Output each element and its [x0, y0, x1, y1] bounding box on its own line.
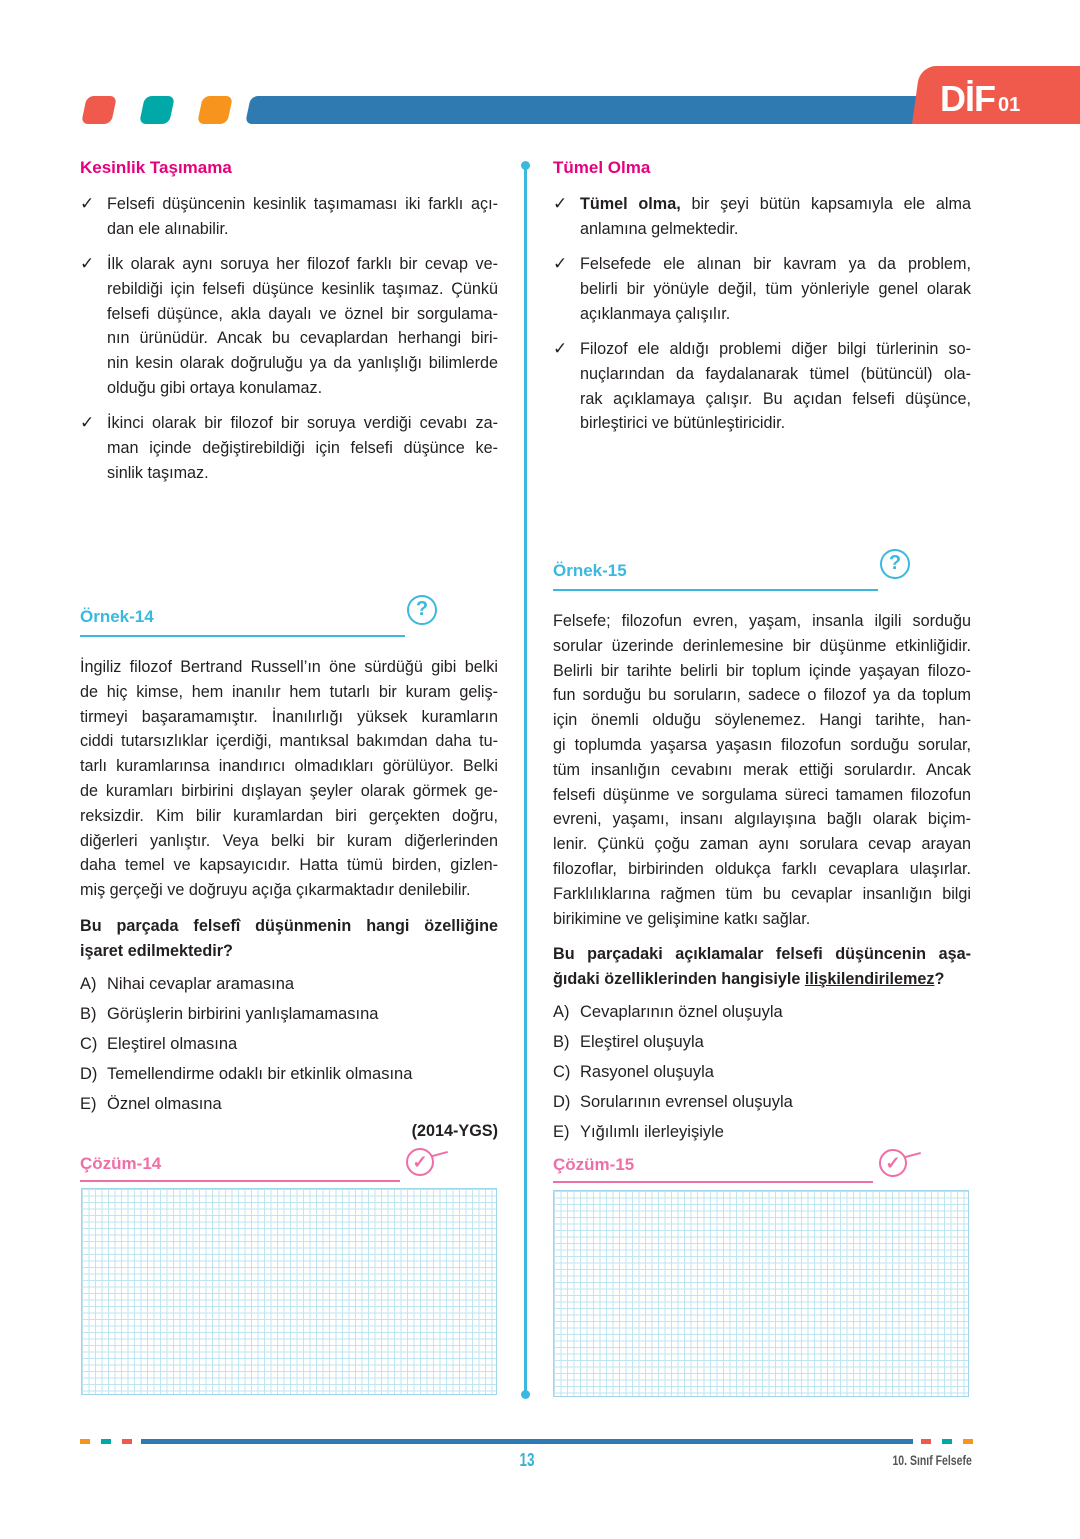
text-line — [580, 252, 971, 277]
logo-main: DİF — [940, 78, 995, 119]
bullet-line-text: belirli bir yönüyle değil, tüm yönleriyle genel olarak — [580, 279, 971, 298]
example-14-options — [80, 969, 498, 1119]
solution-14-grid[interactable] — [81, 1188, 497, 1395]
bullet-line-text: İlk olarak aynı soruya her filozof farklı bir cevap ve- — [107, 255, 498, 274]
checkmark-icon: ✓ — [80, 194, 95, 213]
option-text: Temellendirme odaklı bir etkinlik olmasına — [107, 1064, 413, 1083]
checkmark-icon: ✓ — [553, 254, 568, 274]
text-line — [580, 302, 971, 327]
answer-option-e[interactable] — [80, 1089, 498, 1119]
bullet-text — [580, 252, 971, 326]
text-line: tüm insanlığın cevabını merak ettiği sorulardır. Ancak — [553, 760, 971, 779]
bullet-item — [80, 192, 498, 242]
text-line — [580, 337, 971, 362]
example-15-body — [553, 609, 971, 1147]
option-text: Nihai cevaplar aramasına — [107, 974, 295, 993]
example-14-question — [80, 914, 498, 964]
right-bullet-list — [553, 192, 971, 447]
divider-dot-top — [521, 161, 530, 170]
text-line: de kuramları birbirini dışlayan şeyler olarak görmek ge- — [80, 781, 498, 800]
text-line — [107, 192, 498, 217]
example-14-text — [80, 655, 498, 903]
answer-option-e[interactable] — [553, 1117, 971, 1147]
logo — [940, 78, 1020, 120]
answer-option-c[interactable] — [80, 1029, 498, 1059]
footer-bar — [141, 1439, 913, 1444]
text-line: miş gerçeği ve doğruyu açığa çıkarmaktadır denilebilir. — [80, 881, 471, 900]
footer-dash — [122, 1439, 132, 1444]
example-15-text — [553, 609, 971, 931]
solution-15-header — [553, 1153, 901, 1183]
example-15-options — [553, 997, 971, 1147]
bullet-line-text: birleştirici ve bütünleştiricidir. — [580, 414, 786, 433]
bullet-line-text: olduğu gibi ortaya konulamaz. — [107, 379, 323, 398]
text-line — [107, 302, 498, 327]
question-line — [553, 967, 971, 992]
text-line: lenir. Çünkü çoğu zaman aynı sorulara cevap arayan — [553, 835, 971, 854]
text-line: ciddi tutarsızlıklar içerdiği, mantıksal bakımdan daha tu- — [80, 732, 498, 751]
option-text: Sorularının evrensel oluşuyla — [580, 1092, 793, 1111]
text-line — [107, 461, 498, 486]
footer-dash — [942, 1439, 952, 1444]
option-letter: C) — [553, 1062, 571, 1081]
answer-option-b[interactable] — [80, 999, 498, 1029]
logo-number: 01 — [998, 94, 1021, 116]
bullet-line-text: rak açıklamaya çalışır. Bu açıdan felsefi düşünce, — [580, 389, 971, 408]
example-14-source: (2014-YGS) — [411, 1121, 498, 1140]
answer-option-a[interactable] — [553, 997, 971, 1027]
text-line — [580, 217, 971, 242]
example-15-question — [553, 942, 971, 992]
text-line: diğerleri yanlıştır. Veya belki bir kuram diğerlerinden — [80, 831, 498, 850]
bullet-line-text: açıklanmaya çalışılır. — [580, 304, 731, 323]
option-text: Öznel olmasına — [107, 1094, 222, 1113]
checkmark-circle-icon: ✓ — [406, 1148, 434, 1176]
section-title-kesinlik: Kesinlik Taşımama — [80, 158, 232, 177]
bullet-line-text: felsefi düşünce, akla dayalı ve öznel bir sorgulama- — [107, 304, 498, 323]
bullet-line-text: Felsefi düşüncenin kesinlik taşımaması iki farklı açı- — [107, 195, 498, 213]
text-line: tarlı kuramlarınsa inandırıcı olmadıkları görülüyor. Belki — [80, 757, 498, 776]
checkmark-circle-icon: ✓ — [879, 1149, 907, 1177]
bullet-line-text: nın ürünüdür. Ancak bu cevaplardan herhangi biri- — [107, 329, 498, 348]
example-14-header — [80, 598, 429, 637]
text-line: filozoflar, birbirinden oldukça farklı cevaplara ulaşırlar. — [553, 859, 971, 878]
checkmark-icon: ✓ — [80, 254, 95, 274]
red-tab-decoration — [81, 96, 117, 124]
bullet-line-text: rebildiği için felsefi düşünce kesinlik taşımaz. Çünkü — [107, 279, 498, 298]
option-text: Yığılımlı ilerleyişiyle — [580, 1122, 724, 1141]
bullet-text — [580, 192, 971, 242]
bullet-line-text: man içinde değiştirebildiği için felsefi düşünce ke- — [107, 439, 498, 458]
text-line: işaret edilmektedir? — [80, 941, 233, 960]
bullet-line-text: sinlik taşımaz. — [107, 463, 209, 482]
option-letter: B) — [80, 1004, 97, 1023]
checkmark-icon: ✓ — [80, 413, 95, 433]
option-text: Eleştirel olmasına — [107, 1034, 238, 1053]
bullet-item — [553, 192, 971, 242]
answer-option-a[interactable] — [80, 969, 498, 999]
solution-14-header — [80, 1152, 428, 1182]
bullet-line-text: anlamına gelmektedir. — [580, 219, 739, 238]
orange-tab-decoration — [197, 96, 233, 124]
text-line — [107, 277, 498, 302]
bullet-item — [553, 252, 971, 326]
text-line: daha temel ve kapsayıcıdır. Hatta tümü birden, gizlen- — [80, 856, 498, 875]
text-line: için önemli olduğu söylenemez. Hangi tarihte, han- — [553, 711, 971, 730]
bullet-line-text: Felsefede ele alınan bir kavram ya da problem, — [580, 255, 971, 274]
text-line: tirmeyi başaramamıştır. İnanılırlığı yüksek kuramların — [80, 707, 498, 726]
footer-dash — [80, 1439, 90, 1444]
question-line: Bu parçadaki açıklamalar felsefi düşüncenin aşa- — [553, 945, 971, 964]
bullet-line-text: nin kesin olarak doğruluğu ya da yanlışlığı bilimlerde — [107, 354, 498, 373]
text-line — [580, 192, 971, 217]
divider-dot-bottom — [521, 1390, 530, 1399]
question-mark: ? — [934, 970, 945, 989]
option-letter: E) — [553, 1122, 570, 1141]
checkmark-icon: ✓ — [553, 194, 568, 213]
text-line — [580, 277, 971, 302]
bullet-text — [107, 192, 498, 242]
text-line: reksizdir. Kim bilir kuramlardan biri gerçekten doğru, — [80, 806, 498, 825]
bullet-item — [553, 337, 971, 436]
example-15-title: Örnek-15 — [553, 561, 627, 580]
solution-15-grid[interactable] — [553, 1190, 969, 1397]
text-line — [580, 387, 971, 412]
option-letter: E) — [80, 1094, 97, 1113]
option-letter: C) — [80, 1034, 98, 1053]
option-text: Eleştirel oluşuyla — [580, 1032, 704, 1051]
text-line — [580, 411, 971, 436]
bullet-line-text: nuçlarından da faydalanarak tümel (bütüncül) ola- — [580, 364, 971, 383]
option-text: Görüşlerin birbirini yanlışlamamasına — [107, 1004, 379, 1023]
example-15-header — [553, 552, 902, 591]
footer-dash — [921, 1439, 931, 1444]
text-line — [107, 252, 498, 277]
example-14-title: Örnek-14 — [80, 607, 154, 626]
page-number: 13 — [519, 1450, 535, 1470]
option-letter: A) — [553, 1002, 570, 1021]
text-line: evreni, yaşamı, insanı algılayışına bağlı olarak biçim- — [553, 810, 971, 829]
bullet-line-text: dan ele alınabilir. — [107, 219, 229, 238]
answer-option-d[interactable] — [553, 1087, 971, 1117]
text-line: Farklılıklarına rağmen tüm bu cevaplar insanlığın bilgi — [553, 884, 971, 903]
footer-dash — [963, 1439, 973, 1444]
text-line — [107, 326, 498, 351]
book-title: 10. Sınıf Felsefe — [892, 1452, 972, 1468]
option-letter: B) — [553, 1032, 570, 1051]
footer-dash — [101, 1439, 111, 1444]
text-line: gi toplumda yaşarsa yaşasın filozofun sorduğu sorular, — [553, 735, 971, 754]
text-line: de hiç kimse, hem inanılır hem tutarlı bir kuram geliş- — [80, 682, 498, 701]
answer-option-d[interactable] — [80, 1059, 498, 1089]
text-line: sorular üzerinde derinlemesine bir düşünme etkinliğidir. — [553, 636, 971, 655]
column-divider — [524, 165, 527, 1395]
section-title-tumel: Tümel Olma — [553, 158, 651, 177]
option-text: Cevaplarının öznel oluşuyla — [580, 1002, 783, 1021]
text-line — [580, 362, 971, 387]
option-text: Rasyonel oluşuyla — [580, 1062, 714, 1081]
question-icon: ? — [880, 549, 910, 579]
text-line: Felsefe; filozofun evren, yaşam, insanla ilgili sorduğu — [553, 612, 971, 630]
bullet-line-text: İkinci olarak bir filozof bir soruya verdiği cevabı za- — [107, 414, 498, 433]
bullet-text — [580, 337, 971, 436]
text-line — [107, 436, 498, 461]
question-text: ğıdaki özelliklerinden hangisiyle — [553, 970, 805, 989]
header-bar — [245, 96, 971, 124]
bullet-lead: Tümel olma, — [580, 195, 681, 213]
answer-option-c[interactable] — [553, 1057, 971, 1087]
text-line — [107, 411, 498, 436]
text-line: Bu parçada felsefî düşünmenin hangi özelliğine — [80, 916, 498, 935]
bullet-item — [80, 411, 498, 485]
text-line: felsefi düşünme ve sorgulama süreci tamamen filozofun — [553, 785, 971, 804]
option-letter: D) — [553, 1092, 571, 1111]
text-line: İngiliz filozof Bertrand Russell’ın öne sürdüğü gibi belki — [80, 658, 498, 676]
answer-option-b[interactable] — [553, 1027, 971, 1057]
option-letter: A) — [80, 974, 97, 993]
text-line — [107, 217, 498, 242]
bullet-text — [107, 411, 498, 485]
question-icon: ? — [407, 595, 437, 625]
text-line: fun sorduğu bu soruların, sadece o filozof ya da toplum — [553, 686, 971, 705]
bullet-text — [107, 252, 498, 401]
solution-14-title: Çözüm-14 — [80, 1154, 162, 1173]
option-letter: D) — [80, 1064, 98, 1083]
text-line: Belirli bir tarihte belirli bir toplum içinde yaşayan filozo- — [553, 661, 971, 680]
text-line — [107, 376, 498, 401]
bullet-item — [80, 252, 498, 401]
bullet-line-text: bir şeyi bütün kapsamıyla ele alma — [680, 195, 972, 213]
example-14-body — [80, 655, 498, 1143]
solution-15-title: Çözüm-15 — [553, 1155, 635, 1174]
text-line: birikimine ve gelişimine katkı sağlar. — [553, 909, 811, 928]
question-emphasis: ilişkilendirilemez — [804, 970, 935, 989]
teal-tab-decoration — [139, 96, 175, 124]
checkmark-icon: ✓ — [553, 338, 568, 358]
bullet-line-text: Filozof ele aldığı problemi diğer bilgi türlerinin so- — [580, 339, 971, 358]
text-line — [107, 351, 498, 376]
left-bullet-list — [80, 192, 498, 496]
